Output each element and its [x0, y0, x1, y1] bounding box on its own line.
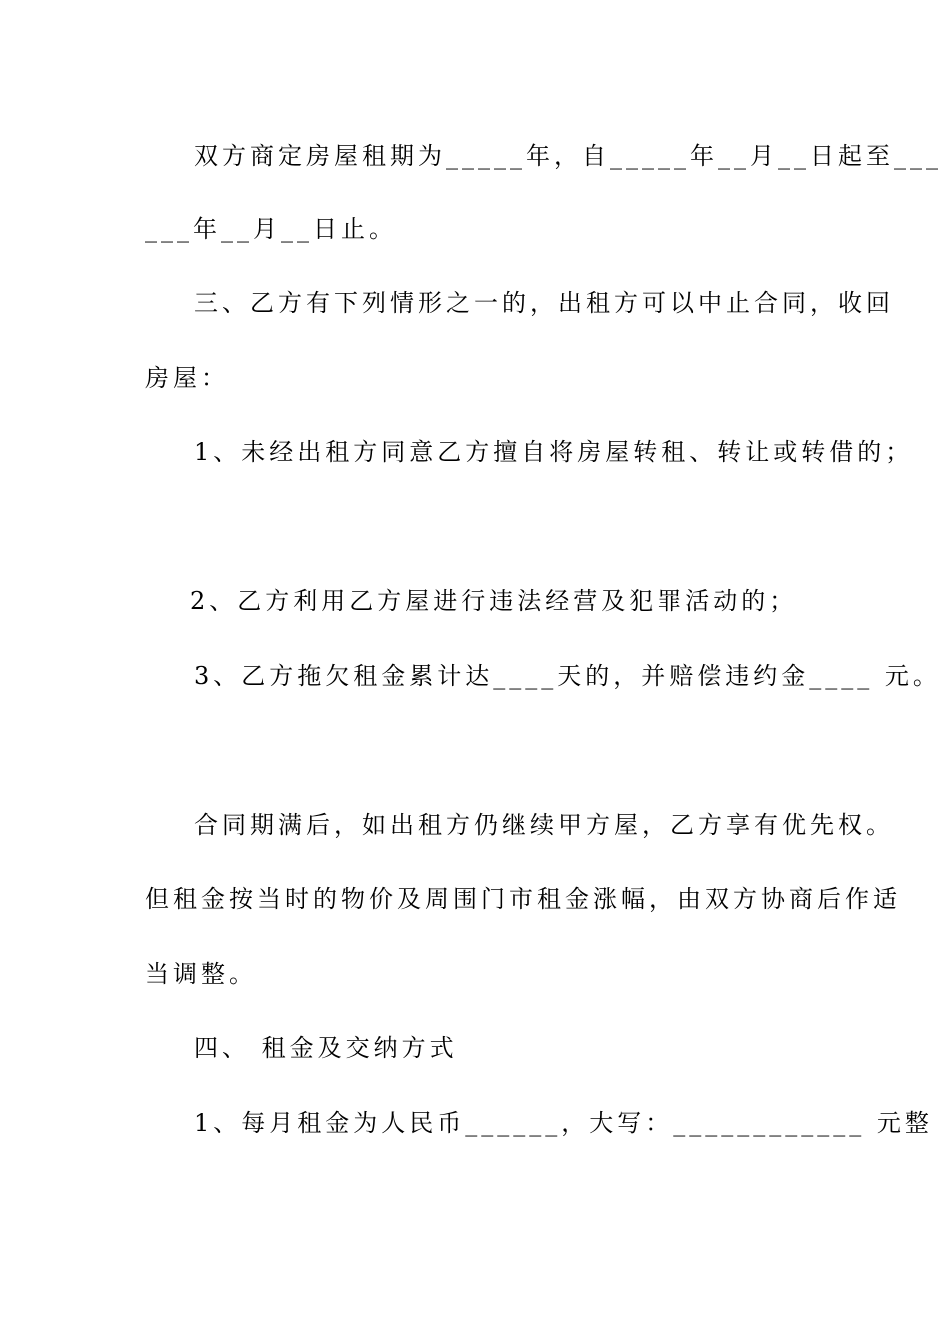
lease-term-line-1: 双方商定房屋租期为_____年，自_____年__月__日起至___ [194, 142, 942, 170]
monthly-rent-line: 1、每月租金为人民币______，大写：____________ 元整 [194, 1109, 933, 1137]
clause-item-2: 2、乙方利用乙方屋进行违法经营及犯罪活动的； [190, 587, 798, 615]
renewal-paragraph-line-3: 当调整。 [145, 960, 257, 988]
clause-item-3: 3、乙方拖欠租金累计达____天的，并赔偿违约金____ 元。 [194, 662, 941, 690]
clause-item-1: 1、未经出租方同意乙方擅自将房屋转租、转让或转借的； [194, 438, 914, 466]
renewal-paragraph-line-2: 但租金按当时的物价及周围门市租金涨幅，由双方协商后作适 [145, 885, 901, 913]
renewal-paragraph-line-1: 合同期满后，如出租方仍继续甲方屋，乙方享有优先权。 [194, 811, 894, 839]
lease-term-line-2: ___年__月__日止。 [145, 215, 397, 243]
section-four-heading: 四、 租金及交纳方式 [194, 1034, 458, 1062]
section-three-heading-line-1: 三、乙方有下列情形之一的，出租方可以中止合同，收回 [194, 289, 894, 317]
section-three-heading-line-2: 房屋： [145, 364, 229, 392]
